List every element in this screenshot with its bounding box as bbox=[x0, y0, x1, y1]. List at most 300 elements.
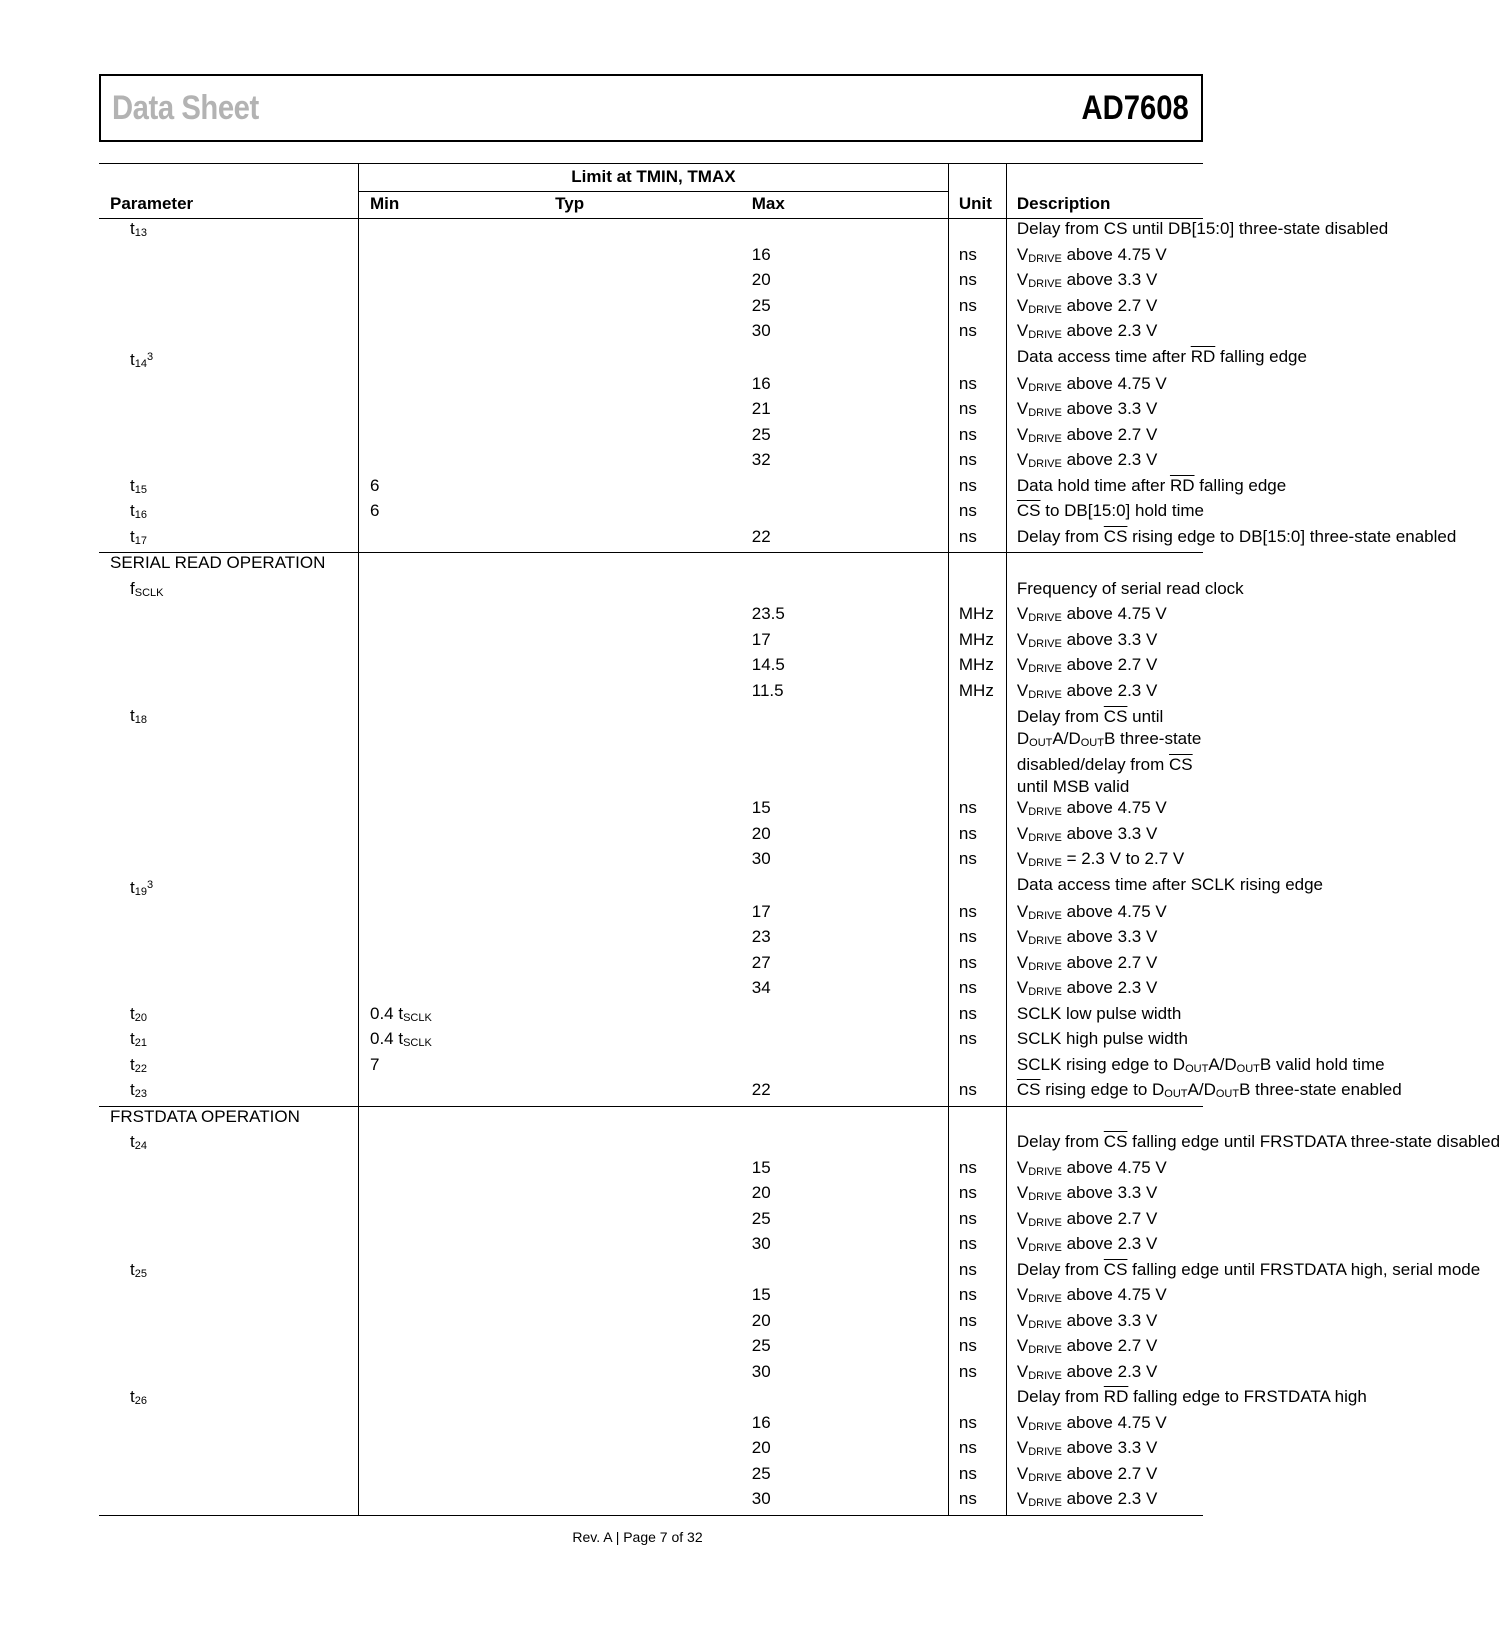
unit-cell: ns bbox=[948, 1311, 1006, 1337]
param-cell bbox=[99, 681, 359, 707]
table-row bbox=[99, 219, 1203, 245]
max-cell bbox=[752, 219, 949, 245]
description-cell: $V_{DRIVE}$ above 4.75 V bbox=[1006, 245, 1203, 271]
table-row bbox=[99, 1260, 1203, 1286]
table-row bbox=[99, 1362, 1203, 1388]
description-cell: $V_{DRIVE}$ above 3.3 V bbox=[1006, 1183, 1203, 1209]
description-cell: Frequency of serial read clock bbox=[1006, 579, 1203, 605]
description-cell: $V_{DRIVE}$ above 3.3 V bbox=[1006, 824, 1203, 850]
param-cell bbox=[99, 1285, 359, 1311]
typ-cell bbox=[555, 706, 752, 798]
page-header bbox=[99, 74, 1203, 142]
description-cell: $V_{DRIVE}$ above 4.75 V bbox=[1006, 1285, 1203, 1311]
min-cell: 6 bbox=[359, 476, 556, 502]
description-cell: $V_{DRIVE}$ above 2.7 V bbox=[1006, 1336, 1203, 1362]
typ-cell bbox=[555, 978, 752, 1004]
description-cell: $V_{DRIVE} = 2.3$ V to 2.7 V bbox=[1006, 849, 1203, 875]
param-cell bbox=[99, 798, 359, 824]
typ-cell bbox=[555, 245, 752, 271]
description-cell: Delay from $\overline{RD}$ falling edge to FRSTDATA high bbox=[1006, 1387, 1203, 1413]
max-cell: 20 bbox=[751, 1183, 771, 1202]
param-cell bbox=[99, 399, 359, 425]
typ-cell bbox=[555, 1080, 752, 1106]
typ-cell bbox=[555, 1311, 752, 1337]
param-cell: $t_{21}$ bbox=[130, 1029, 147, 1049]
table-body bbox=[99, 219, 1500, 1516]
max-cell: 22 bbox=[752, 1080, 949, 1106]
table-header-row-1 bbox=[99, 164, 1203, 192]
param-cell bbox=[99, 1489, 359, 1515]
max-cell: 17 bbox=[751, 629, 771, 649]
param-cell: $t_{14}^3$ bbox=[130, 349, 154, 370]
unit-cell bbox=[948, 1132, 1006, 1158]
description-cell: $V_{DRIVE}$ above 2.7 V bbox=[1006, 953, 1203, 979]
description-cell: $V_{DRIVE}$ above 3.3 V bbox=[1006, 1438, 1203, 1464]
description-cell bbox=[1006, 553, 1203, 579]
max-cell bbox=[752, 875, 949, 902]
param-cell: $t_{25}$ bbox=[130, 1259, 147, 1280]
max-cell bbox=[752, 347, 949, 374]
max-cell: 20 bbox=[751, 823, 771, 843]
param-cell: $t_{26}$ bbox=[130, 1387, 147, 1407]
description-cell: $V_{DRIVE}$ above 3.3 V bbox=[1006, 1311, 1203, 1337]
min-cell bbox=[359, 978, 556, 1004]
description-cell: SCLK rising edge to $D_{OUT}A/D_{OUT}B$ valid hold time bbox=[1006, 1055, 1203, 1081]
unit-cell: ns bbox=[948, 953, 1006, 979]
max-cell bbox=[752, 501, 949, 527]
unit-cell bbox=[948, 875, 1006, 902]
max-cell bbox=[752, 1055, 949, 1081]
max-cell: 23.5 bbox=[751, 604, 785, 623]
min-cell bbox=[359, 1080, 556, 1106]
col-parameter: Parameter bbox=[99, 192, 359, 219]
param-cell: $t_{15}$ bbox=[130, 475, 147, 496]
table-row bbox=[99, 1183, 1203, 1209]
unit-cell bbox=[948, 1055, 1006, 1081]
table-row bbox=[99, 1029, 1203, 1055]
table-row bbox=[99, 1158, 1203, 1184]
typ-cell bbox=[555, 270, 752, 296]
max-cell bbox=[752, 553, 949, 579]
min-cell bbox=[359, 399, 556, 425]
table-row bbox=[99, 1209, 1203, 1235]
description-cell: Data access time after SCLK rising edge bbox=[1006, 875, 1203, 902]
table-row bbox=[99, 374, 1203, 400]
description-cell: $\overline{CS}$ to DB[15:0] hold time bbox=[1006, 501, 1203, 527]
description-cell: $V_{DRIVE}$ above 2.3 V bbox=[1006, 1234, 1203, 1260]
min-cell bbox=[359, 579, 556, 605]
table-row bbox=[99, 1080, 1203, 1106]
typ-cell bbox=[555, 1336, 752, 1362]
min-cell bbox=[359, 1464, 556, 1490]
max-cell bbox=[752, 579, 949, 605]
max-cell: 15 bbox=[751, 1157, 771, 1177]
table-row bbox=[99, 1132, 1203, 1158]
unit-cell: ns bbox=[948, 1413, 1006, 1439]
description-cell: $V_{DRIVE}$ above 2.7 V bbox=[1006, 425, 1203, 451]
param-cell: $t_{13}$ bbox=[130, 219, 147, 239]
table-row bbox=[99, 1336, 1203, 1362]
param-cell bbox=[99, 849, 359, 875]
typ-cell bbox=[555, 1158, 752, 1184]
typ-cell bbox=[555, 374, 752, 400]
min-cell bbox=[359, 1285, 556, 1311]
table-row bbox=[99, 399, 1203, 425]
max-cell: 30 bbox=[751, 321, 771, 340]
unit-cell: ns bbox=[948, 978, 1006, 1004]
param-cell: $t_{22}$ bbox=[130, 1054, 147, 1075]
param-cell bbox=[99, 245, 359, 271]
description-cell: $V_{DRIVE}$ above 2.3 V bbox=[1006, 321, 1203, 347]
min-cell bbox=[359, 875, 556, 902]
timing-spec-table bbox=[99, 163, 1500, 1516]
col-typ: Typ bbox=[555, 192, 752, 219]
max-cell: 25 bbox=[751, 1463, 771, 1483]
description-cell: $V_{DRIVE}$ above 2.7 V bbox=[1006, 655, 1203, 681]
min-cell bbox=[359, 604, 556, 630]
param-cell bbox=[99, 425, 359, 451]
unit-cell: ns bbox=[948, 527, 1006, 553]
unit-cell: ns bbox=[948, 1464, 1006, 1490]
min-cell bbox=[359, 1311, 556, 1337]
unit-cell: ns bbox=[948, 1004, 1006, 1030]
doc-type-title: Data Sheet bbox=[112, 89, 259, 127]
min-cell bbox=[359, 321, 556, 347]
part-number: AD7608 bbox=[1081, 89, 1189, 127]
min-cell bbox=[359, 953, 556, 979]
typ-cell bbox=[555, 450, 752, 476]
min-cell bbox=[359, 347, 556, 374]
unit-cell: ns bbox=[948, 1438, 1006, 1464]
table-row bbox=[99, 630, 1203, 656]
unit-cell: ns bbox=[948, 849, 1006, 875]
max-cell: 20 bbox=[751, 1310, 771, 1330]
description-cell: $V_{DRIVE}$ above 4.75 V bbox=[1006, 604, 1203, 630]
table-row bbox=[99, 1311, 1203, 1337]
param-cell bbox=[99, 374, 359, 400]
max-cell: 15 bbox=[751, 1285, 771, 1304]
table-row bbox=[99, 553, 1203, 579]
table-row bbox=[99, 1004, 1203, 1030]
table-row bbox=[99, 1438, 1203, 1464]
max-cell bbox=[752, 706, 949, 798]
min-cell bbox=[359, 655, 556, 681]
min-cell bbox=[359, 1106, 556, 1132]
unit-cell: ns bbox=[948, 245, 1006, 271]
param-cell bbox=[99, 1413, 359, 1439]
max-cell: 16 bbox=[751, 244, 771, 264]
description-cell: $V_{DRIVE}$ above 4.75 V bbox=[1006, 374, 1203, 400]
unit-cell: ns bbox=[948, 425, 1006, 451]
limit-header bbox=[359, 164, 949, 192]
max-cell: 11.5 bbox=[751, 680, 784, 700]
max-cell: 32 bbox=[751, 450, 771, 469]
typ-cell bbox=[555, 1362, 752, 1388]
typ-cell bbox=[555, 1055, 752, 1081]
table-row bbox=[99, 1464, 1203, 1490]
description-cell: $\overline{CS}$ rising edge to $D_{OUT}A/D_{OUT}B$ three-state enabled bbox=[1006, 1080, 1203, 1106]
typ-cell bbox=[555, 1438, 752, 1464]
table-row bbox=[99, 849, 1203, 875]
typ-cell bbox=[555, 527, 752, 553]
unit-cell bbox=[948, 579, 1006, 605]
param-cell bbox=[99, 630, 359, 656]
unit-cell: ns bbox=[948, 1336, 1006, 1362]
table-row bbox=[99, 1106, 1203, 1132]
min-cell bbox=[359, 296, 556, 322]
unit-cell: ns bbox=[948, 798, 1006, 824]
min-cell bbox=[359, 1260, 556, 1286]
max-cell: 30 bbox=[751, 849, 771, 868]
description-cell: Delay from $\overline{CS}$ falling edge until FRSTDATA high, serial mode bbox=[1006, 1260, 1203, 1286]
unit-cell: ns bbox=[948, 1080, 1006, 1106]
unit-cell: ns bbox=[948, 927, 1006, 953]
typ-cell bbox=[555, 1183, 752, 1209]
typ-cell bbox=[555, 219, 752, 245]
max-cell: 34 bbox=[751, 978, 771, 997]
unit-cell: ns bbox=[948, 450, 1006, 476]
max-cell: 27 bbox=[751, 952, 771, 972]
table-row bbox=[99, 1055, 1203, 1081]
min-cell: 0.4 $t_{SCLK}$ bbox=[359, 1004, 556, 1030]
table-row bbox=[99, 953, 1203, 979]
max-cell bbox=[752, 1004, 949, 1030]
col-description: Description bbox=[1006, 192, 1203, 219]
param-cell: $t_{24}$ bbox=[130, 1132, 147, 1152]
unit-cell bbox=[948, 347, 1006, 374]
unit-cell: ns bbox=[948, 1158, 1006, 1184]
param-cell: SERIAL READ OPERATION bbox=[110, 553, 326, 572]
unit-cell: ns bbox=[948, 902, 1006, 928]
param-cell bbox=[99, 1183, 359, 1209]
max-cell: 20 bbox=[751, 270, 771, 289]
typ-cell bbox=[555, 1029, 752, 1055]
unit-cell: ns bbox=[948, 399, 1006, 425]
unit-cell bbox=[948, 1387, 1006, 1413]
typ-cell bbox=[555, 399, 752, 425]
max-cell: 21 bbox=[751, 399, 771, 418]
max-cell: 16 bbox=[751, 373, 771, 393]
table-row bbox=[99, 875, 1203, 902]
min-cell bbox=[359, 927, 556, 953]
table-row bbox=[99, 425, 1203, 451]
description-cell: $V_{DRIVE}$ above 2.7 V bbox=[1006, 1209, 1203, 1235]
unit-cell: ns bbox=[948, 321, 1006, 347]
typ-cell bbox=[555, 501, 752, 527]
typ-cell bbox=[555, 798, 752, 824]
max-cell: 25 bbox=[751, 424, 771, 444]
table-row bbox=[99, 798, 1203, 824]
min-cell bbox=[359, 1336, 556, 1362]
min-cell bbox=[359, 1413, 556, 1439]
typ-cell bbox=[555, 1260, 752, 1286]
typ-cell bbox=[555, 1234, 752, 1260]
typ-cell bbox=[555, 1464, 752, 1490]
description-cell: $V_{DRIVE}$ above 2.3 V bbox=[1006, 681, 1203, 707]
description-cell: $V_{DRIVE}$ above 4.75 V bbox=[1006, 1413, 1203, 1439]
description-cell: $V_{DRIVE}$ above 2.3 V bbox=[1006, 450, 1203, 476]
table-row bbox=[99, 604, 1203, 630]
param-cell bbox=[99, 927, 359, 953]
param-cell bbox=[99, 978, 359, 1004]
typ-cell bbox=[555, 476, 752, 502]
param-cell bbox=[99, 450, 359, 476]
table-row bbox=[99, 296, 1203, 322]
unit-cell bbox=[948, 1106, 1006, 1132]
unit-cell: ns bbox=[948, 1285, 1006, 1311]
min-cell bbox=[359, 527, 556, 553]
unit-cell: MHz bbox=[948, 630, 1006, 656]
limit-header-text: Limit at TMIN, TMAX bbox=[571, 167, 736, 186]
max-cell bbox=[752, 1387, 949, 1413]
table-row bbox=[99, 476, 1203, 502]
typ-cell bbox=[555, 655, 752, 681]
param-cell bbox=[99, 1234, 359, 1260]
min-cell bbox=[359, 824, 556, 850]
description-cell: $V_{DRIVE}$ above 2.3 V bbox=[1006, 1362, 1203, 1388]
typ-cell bbox=[555, 824, 752, 850]
max-cell: 14.5 bbox=[751, 655, 785, 674]
table-row bbox=[99, 1413, 1203, 1439]
unit-cell: MHz bbox=[948, 604, 1006, 630]
param-cell: $t_{18}$ bbox=[130, 706, 147, 726]
description-cell: $V_{DRIVE}$ above 3.3 V bbox=[1006, 399, 1203, 425]
param-cell bbox=[99, 1362, 359, 1388]
param-cell bbox=[99, 1438, 359, 1464]
max-cell: 25 bbox=[751, 295, 771, 315]
unit-cell: MHz bbox=[948, 655, 1006, 681]
table-row bbox=[99, 347, 1203, 374]
typ-cell bbox=[555, 347, 752, 374]
typ-cell bbox=[555, 630, 752, 656]
min-cell: 0.4 $t_{SCLK}$ bbox=[359, 1029, 556, 1055]
min-cell bbox=[359, 553, 556, 579]
table-row bbox=[99, 527, 1203, 553]
table-row bbox=[99, 1285, 1203, 1311]
min-cell bbox=[359, 270, 556, 296]
unit-cell: ns bbox=[948, 476, 1006, 502]
min-cell bbox=[359, 1489, 556, 1515]
max-cell bbox=[752, 1260, 949, 1286]
typ-cell bbox=[555, 1489, 752, 1515]
min-cell bbox=[359, 1234, 556, 1260]
page-footer: Rev. A | Page 7 of 32 bbox=[572, 1529, 703, 1545]
col-max: Max bbox=[752, 192, 949, 219]
param-cell bbox=[99, 902, 359, 928]
max-cell bbox=[752, 1132, 949, 1158]
typ-cell bbox=[555, 425, 752, 451]
min-cell bbox=[359, 849, 556, 875]
max-cell: 22 bbox=[752, 527, 949, 553]
min-cell bbox=[359, 219, 556, 245]
description-cell: $V_{DRIVE}$ above 2.3 V bbox=[1006, 978, 1203, 1004]
table-row bbox=[99, 706, 1203, 798]
param-cell: $t_{20}$ bbox=[130, 1003, 147, 1024]
table-row bbox=[99, 978, 1203, 1004]
unit-cell: ns bbox=[948, 1362, 1006, 1388]
param-cell: $t_{16}$ bbox=[130, 501, 147, 521]
param-cell: $t_{23}$ bbox=[99, 1080, 359, 1106]
typ-cell bbox=[555, 1413, 752, 1439]
table-row bbox=[99, 824, 1203, 850]
table-row bbox=[99, 1387, 1203, 1413]
col-unit: Unit bbox=[948, 192, 1006, 219]
param-cell bbox=[99, 321, 359, 347]
param-cell bbox=[99, 953, 359, 979]
param-cell bbox=[99, 1336, 359, 1362]
min-cell bbox=[359, 902, 556, 928]
param-cell bbox=[99, 1311, 359, 1337]
description-cell: Delay from $\overline{CS}$ falling edge until FRSTDATA three-state disabled bbox=[1006, 1132, 1203, 1158]
min-cell bbox=[359, 1438, 556, 1464]
description-cell: $V_{DRIVE}$ above 4.75 V bbox=[1006, 1158, 1203, 1184]
typ-cell bbox=[555, 296, 752, 322]
description-cell: Delay from $\overline{CS}$ until $D_{OUT}A/D_{OUT}B$ three-state disabled/delay from $\overline{CS}$ until MSB valid bbox=[1006, 706, 1203, 798]
typ-cell bbox=[555, 902, 752, 928]
min-cell bbox=[359, 1362, 556, 1388]
min-cell bbox=[359, 798, 556, 824]
param-cell bbox=[99, 270, 359, 296]
unit-cell: ns bbox=[948, 1489, 1006, 1515]
max-cell: 25 bbox=[751, 1208, 771, 1228]
table-row bbox=[99, 321, 1203, 347]
table-row bbox=[99, 501, 1203, 527]
unit-cell: ns bbox=[948, 824, 1006, 850]
param-cell bbox=[99, 604, 359, 630]
typ-cell bbox=[555, 604, 752, 630]
typ-cell bbox=[555, 849, 752, 875]
typ-cell bbox=[555, 1285, 752, 1311]
description-cell: SCLK low pulse width bbox=[1006, 1004, 1203, 1030]
param-cell: FRSTDATA OPERATION bbox=[110, 1106, 300, 1126]
min-cell bbox=[359, 1209, 556, 1235]
typ-cell bbox=[555, 927, 752, 953]
table-row bbox=[99, 1489, 1203, 1515]
max-cell: 15 bbox=[751, 798, 771, 817]
typ-cell bbox=[555, 1106, 752, 1132]
table-row bbox=[99, 270, 1203, 296]
unit-cell: ns bbox=[948, 374, 1006, 400]
typ-cell bbox=[555, 579, 752, 605]
table-row bbox=[99, 450, 1203, 476]
description-cell: $V_{DRIVE}$ above 3.3 V bbox=[1006, 630, 1203, 656]
description-cell: $V_{DRIVE}$ above 2.7 V bbox=[1006, 296, 1203, 322]
description-cell: Delay from $\overline{CS}$ until DB[15:0] three-state disabled bbox=[1006, 219, 1203, 245]
max-cell: 30 bbox=[751, 1361, 771, 1381]
typ-cell bbox=[555, 1209, 752, 1235]
max-cell: 30 bbox=[751, 1234, 771, 1253]
min-cell bbox=[359, 1158, 556, 1184]
description-cell: $V_{DRIVE}$ above 3.3 V bbox=[1006, 270, 1203, 296]
unit-cell: MHz bbox=[948, 681, 1006, 707]
table-row bbox=[99, 927, 1203, 953]
param-cell: $t_{17}$ bbox=[99, 527, 359, 553]
table-row bbox=[99, 902, 1203, 928]
description-cell: $V_{DRIVE}$ above 2.7 V bbox=[1006, 1464, 1203, 1490]
description-cell: $V_{DRIVE}$ above 4.75 V bbox=[1006, 902, 1203, 928]
param-cell bbox=[99, 1158, 359, 1184]
param-cell bbox=[99, 1464, 359, 1490]
col-min: Min bbox=[359, 192, 556, 219]
max-cell: 23 bbox=[751, 927, 771, 946]
unit-cell: ns bbox=[948, 1183, 1006, 1209]
min-cell bbox=[359, 1132, 556, 1158]
min-cell bbox=[359, 630, 556, 656]
table-row bbox=[99, 655, 1203, 681]
typ-cell bbox=[555, 1004, 752, 1030]
min-cell bbox=[359, 450, 556, 476]
max-cell bbox=[752, 1029, 949, 1055]
